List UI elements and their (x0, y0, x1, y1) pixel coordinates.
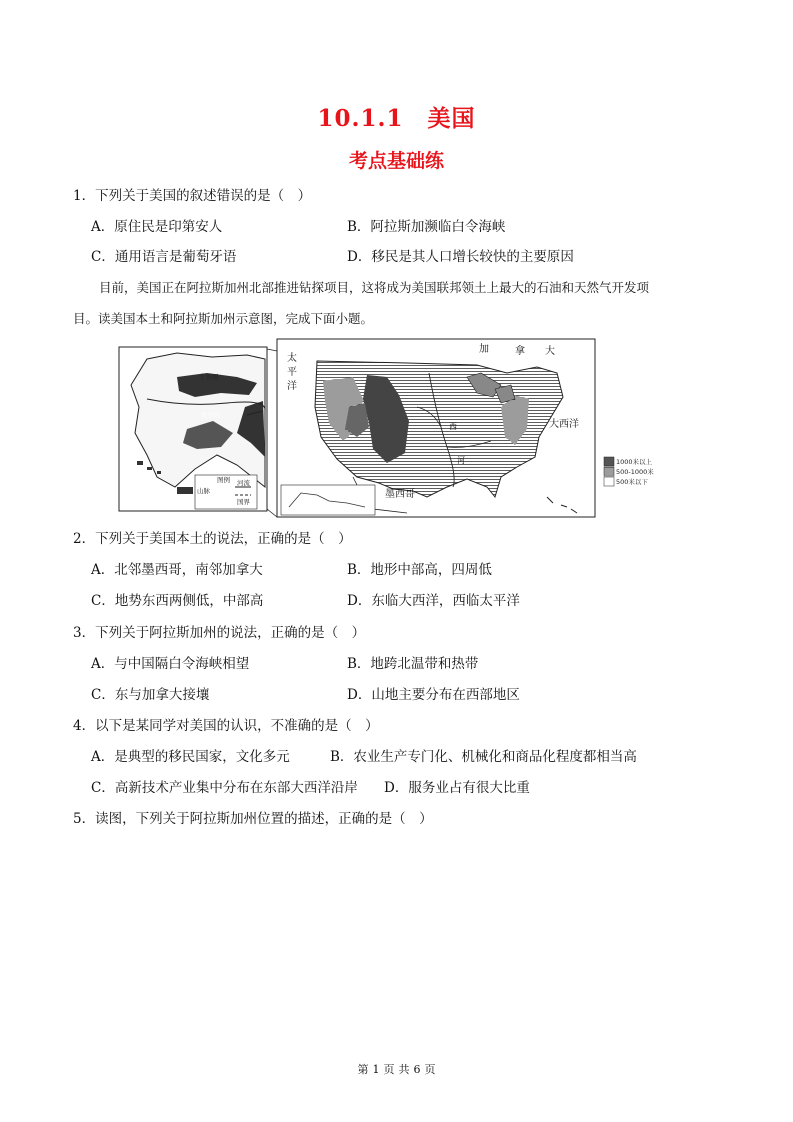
mississippi-label-2: 河 (457, 456, 465, 465)
question-1-option-a[interactable]: A．原住民是印第安人 (91, 219, 223, 235)
question-3-option-c[interactable]: C．东与加拿大接壤 (91, 687, 210, 703)
pacific-label-2: 平 (287, 367, 297, 378)
question-2-option-a[interactable]: A．北邻墨西哥，南邻加拿大 (91, 562, 263, 578)
map-svg (117, 337, 654, 520)
alaska-legend-mountain: 山脉 (197, 487, 210, 495)
footer-di: 第 (357, 1063, 369, 1076)
mississippi-label-1: 西 (449, 422, 457, 431)
legend-swatch-mid (604, 467, 614, 476)
intro-line-1: 目前，美国正在阿拉斯加州北部推进钻探项目，这将成为美国联邦领土上最大的石油和天然气开发项 (99, 280, 650, 295)
question-4-option-d[interactable]: D．服务业占有很大比重 (384, 780, 530, 796)
question-5-stem: 5．读图，下列关于阿拉斯加州位置的描述，正确的是（ ） (73, 811, 433, 827)
pacific-label-3: 洋 (287, 381, 297, 392)
intro-line-2: 目。读美国本土和阿拉斯加州示意图，完成下面小题。 (73, 311, 374, 326)
legend-swatch-low (604, 477, 614, 486)
footer-ye: 页 (383, 1063, 395, 1076)
yukon-river-label: 育空河 (201, 411, 221, 419)
alaska-legend-border: 国界 (237, 498, 250, 506)
page-title: 10.1.1 美国 (317, 105, 476, 132)
legend-swatch-high (604, 457, 614, 466)
question-4-stem: 4．以下是某同学对美国的认识，不准确的是（ ） (73, 718, 379, 734)
alaska-legend-title: 图例 (217, 476, 230, 484)
us-mainland-map (277, 339, 595, 517)
question-2-option-b[interactable]: B．地形中部高，四周低 (347, 562, 492, 578)
canada-label-1: 加 (479, 344, 489, 355)
mexico-label: 墨西哥 (385, 489, 415, 500)
page-subtitle: 考点基础练 (348, 150, 444, 172)
elevation-legend (604, 457, 654, 486)
footer-page-number: 1 (372, 1063, 380, 1076)
question-3-option-b[interactable]: B．地跨北温带和热带 (347, 656, 479, 672)
canada-label-2: 拿 (515, 346, 525, 357)
pacific-label-1: 太 (287, 353, 297, 364)
question-2-stem: 2．下列关于美国本土的说法，正确的是（ ） (73, 531, 352, 547)
question-2-option-c[interactable]: C．地势东西两侧低，中部高 (91, 593, 264, 609)
canada-label-3: 大 (545, 346, 555, 357)
alaska-legend-river: 河流 (237, 479, 250, 487)
connector-line-bottom (267, 509, 277, 517)
atlantic-label: 大西洋 (549, 419, 579, 430)
alaska-inset (119, 347, 267, 511)
question-3-option-a[interactable]: A．与中国隔白令海峡相望 (91, 656, 250, 672)
question-1-stem: 1．下列关于美国的叙述错误的是（ ） (73, 188, 312, 204)
arctic-circle-label: 北极圈 (199, 373, 219, 381)
legend-high-label: 1000米以上 (616, 458, 653, 466)
question-1-option-d[interactable]: D．移民是其人口增长较快的主要原因 (347, 249, 574, 265)
question-3-option-d[interactable]: D．山地主要分布在西部地区 (347, 687, 520, 703)
question-1-option-c[interactable]: C．通用语言是葡萄牙语 (91, 249, 237, 265)
question-2-option-d[interactable]: D．东临大西洋，西临太平洋 (347, 593, 520, 609)
us-alaska-map-figure (117, 337, 654, 520)
question-1-option-b[interactable]: B．阿拉斯加濒临白令海峡 (347, 219, 506, 235)
legend-low-label: 500米以下 (616, 478, 648, 486)
connector-line-top (267, 349, 277, 351)
question-4-option-b[interactable]: B．农业生产专门化、机械化和商品化程度都相当高 (330, 749, 637, 765)
footer-total-pages: 6 (413, 1063, 421, 1076)
question-4-option-c[interactable]: C．高新技术产业集中分布在东部大西洋沿岸 (91, 780, 358, 796)
intro-paragraph (73, 279, 733, 328)
footer-gong: 共 (398, 1063, 410, 1076)
page-footer (0, 1061, 793, 1077)
footer-ye-2: 页 (424, 1063, 436, 1076)
question-3-stem: 3．下列关于阿拉斯加州的说法，正确的是（ ） (73, 625, 366, 641)
question-4-option-a[interactable]: A．是典型的移民国家，文化多元 (91, 749, 290, 765)
legend-mid-label: 500-1000米 (616, 468, 654, 476)
